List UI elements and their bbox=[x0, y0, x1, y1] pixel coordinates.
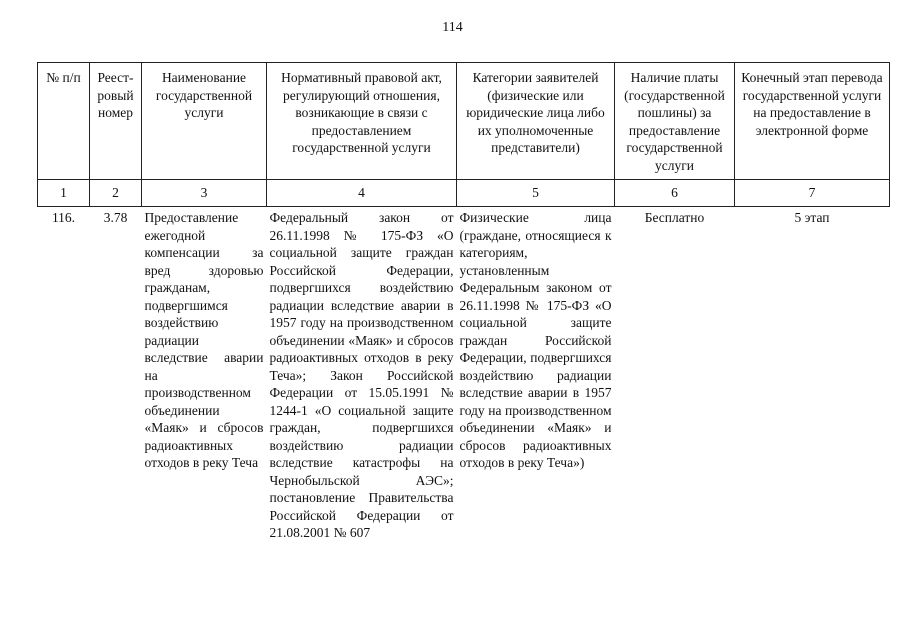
row-applicants: Физические лица (граждане, относящиеся к категориям, установленным Федеральным законом от 26.11.1998 № 175-ФЗ «О социальной защите граждан Российской Федерации, подвергшихся воздействию радиации вследствие аварии в 1957 году на производственном объединении «Маяк» и сбросов радиоактивных отходов в реку Теча») bbox=[459, 210, 612, 470]
page-number: 114 bbox=[442, 20, 463, 35]
header-row bbox=[38, 63, 890, 180]
header-registry: Реест- ровый номер bbox=[90, 63, 142, 180]
table-row bbox=[38, 207, 890, 544]
row-legal-act: Федеральный закон от 26.11.1998 № 175-ФЗ «О социальной защите граждан Российской Федерации, подвергшихся воздействию радиации вследствие аварии в 1957 году на производственном объединении «Маяк» и сбросов радиоактивных отходов в реку Теча»; Закон Российской Федерации от 15.05.1991 № 1244-1 «О социальной защите граждан, подвергшихся воздействию радиации вследствие катастрофы на Чернобыльской АЭС»; постановление Правительства Российской Федерации от 21.08.2001 № 607 bbox=[269, 210, 454, 540]
row-stage: 5 этап bbox=[794, 210, 830, 225]
row-registry: 3.78 bbox=[103, 210, 128, 225]
row-service: Предоставление ежегодной компенсации за вред здоровью гражданам, подвергшимся воздействию радиации вследствие аварии на производственном объединении «Маяк» и сбросов радиоактивных отходов в реку Теча bbox=[144, 210, 264, 470]
row-num: 116. bbox=[51, 210, 76, 225]
services-table bbox=[37, 62, 890, 544]
row-fee: Бесплатно bbox=[644, 210, 705, 225]
column-number-row bbox=[38, 180, 890, 207]
column-number: 6 bbox=[615, 180, 735, 207]
column-number: 3 bbox=[142, 180, 267, 207]
column-number: 4 bbox=[267, 180, 457, 207]
header-stage: Конечный этап перевода государственной услуги на предоставление в электронной форме bbox=[735, 63, 890, 180]
column-number: 1 bbox=[38, 180, 90, 207]
header-service: Наименование государственной услуги bbox=[142, 63, 267, 180]
header-fee: Наличие платы (государственной пошлины) за предоставление государственной услуги bbox=[615, 63, 735, 180]
column-number: 2 bbox=[90, 180, 142, 207]
header-legal-act: Нормативный правовой акт, регулирующий отношения, возникающие в связи с предоставлением государственной услуги bbox=[267, 63, 457, 180]
header-num: № п/п bbox=[38, 63, 90, 180]
column-number: 5 bbox=[457, 180, 615, 207]
header-applicants: Категории заявителей (физические или юридические лица либо их уполномоченные представители) bbox=[457, 63, 615, 180]
column-number: 7 bbox=[735, 180, 890, 207]
